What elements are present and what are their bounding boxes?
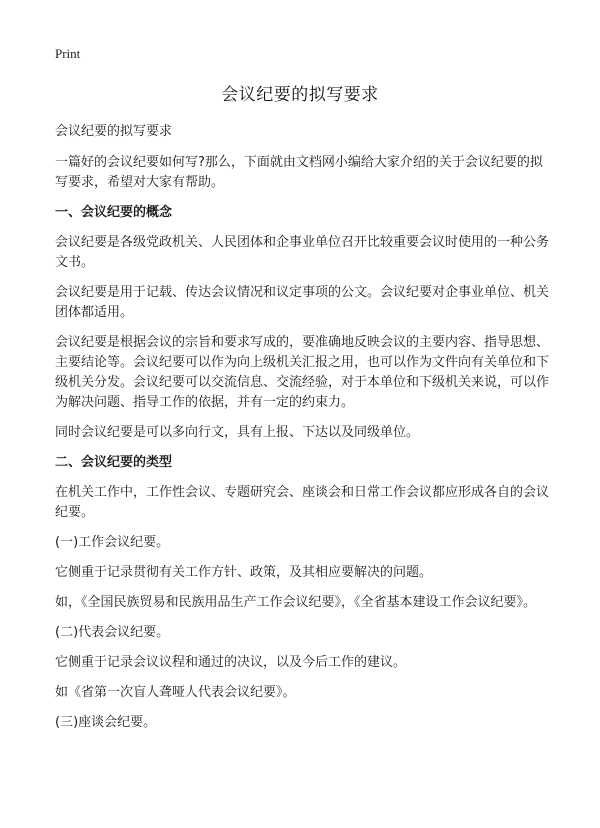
- section-heading-types: 二、会议纪要的类型: [55, 455, 173, 470]
- paragraph: 会议纪要是用于记载、传达会议情况和议定事项的公文。会议纪要对企事业单位、机关团体都适用。: [55, 285, 550, 320]
- paragraph: 如，《全国民族贸易和民族用品生产工作会议纪要》，《全省基本建设工作会议纪要》。: [55, 595, 537, 610]
- paragraph: 它侧重于记录贯彻有关工作方针、政策，及其相应要解决的问题。: [55, 565, 433, 580]
- document-title: 会议纪要的拟写要求: [221, 85, 379, 105]
- print-link[interactable]: Print: [55, 46, 81, 61]
- paragraph: 会议纪要是各级党政机关、人民团体和企事业单位召开比较重要会议时使用的一种公务文书。: [55, 235, 550, 270]
- paragraph: 同时会议纪要是可以多向行文，具有上报、下达以及同级单位。: [55, 425, 420, 440]
- paragraph: (三)座谈会纪要。: [55, 715, 157, 730]
- document-subtitle: 会议纪要的拟写要求: [55, 124, 173, 139]
- paragraph: (二)代表会议纪要。: [55, 625, 170, 640]
- document-body: [55, 122, 551, 743]
- paragraph: 如《省第一次盲人聋哑人代表会议纪要》。: [55, 685, 296, 700]
- paragraph: 会议纪要是根据会议的宗旨和要求写成的，要准确地反映会议的主要内容、指导思想、主要结论等。会议纪要可以作为向上级机关汇报之用，也可以作为文件向有关单位和下级机关分发。会议纪要可以交流信息、交流经验，对于本单位和下级机关来说，可以作为解决问题、指导工作的依据，并有一定的约束力。: [55, 335, 550, 410]
- section-heading-concept: 一、会议纪要的概念: [55, 205, 173, 220]
- paragraph: 它侧重于记录会议议程和通过的决议，以及今后工作的建议。: [55, 655, 407, 670]
- paragraph: 在机关工作中，工作性会议、专题研究会、座谈会和日常工作会议都应形成各自的会议纪要。: [55, 485, 550, 520]
- paragraph: (一)工作会议纪要。: [55, 535, 170, 550]
- intro-paragraph: 一篇好的会议纪要如何写?那么，下面就由文档网小编给大家介绍的关于会议纪要的拟写要求，希望对大家有帮助。: [55, 155, 543, 190]
